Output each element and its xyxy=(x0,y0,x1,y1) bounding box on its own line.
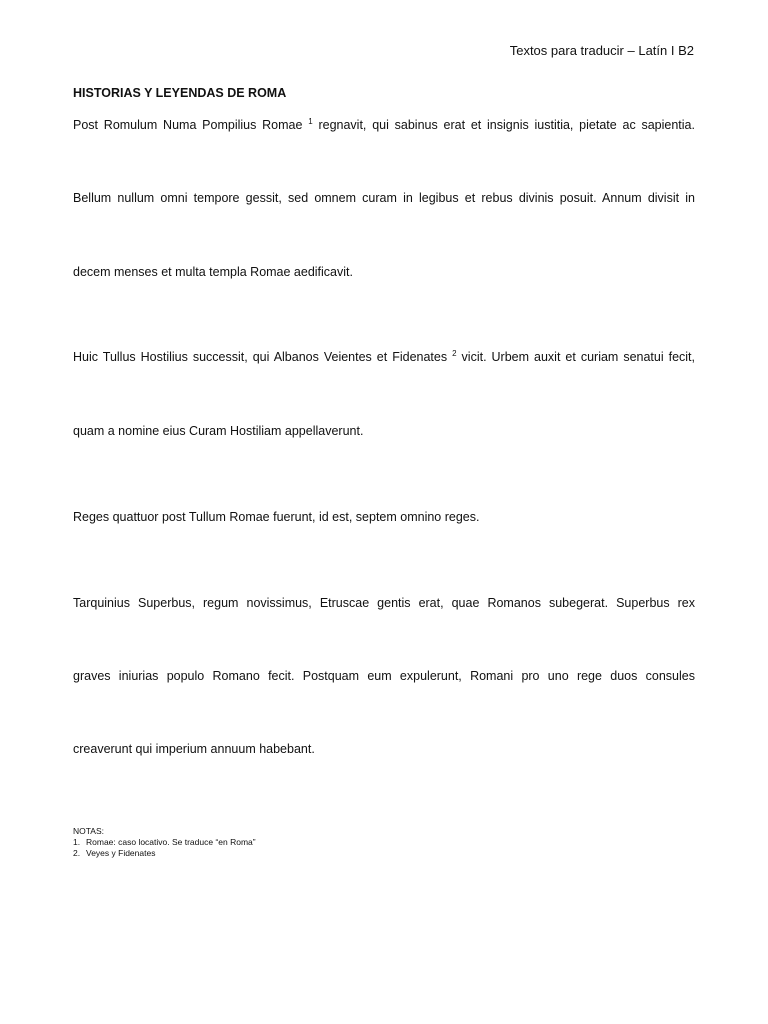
footnote-number: 2. xyxy=(73,848,81,858)
footnote-text: Veyes y Fidenates xyxy=(86,848,156,858)
text-line-8: graves iniurias populo Romano fecit. Postquam eum expulerunt, Romani pro uno rege duos consules xyxy=(73,669,695,683)
line-1-text-b: regnavit, qui sabinus erat et insignis iustitia, pietate ac sapientia. xyxy=(312,118,695,132)
page-header: Textos para traducir – Latín I B2 xyxy=(509,43,694,58)
footnotes xyxy=(73,826,256,859)
line-4-text-a: Huic Tullus Hostilius successit, qui Albanos Veientes et Fidenates xyxy=(73,350,448,364)
text-line-1 xyxy=(73,117,695,133)
notes-heading: NOTAS: xyxy=(73,826,105,836)
line-1-text-a: Post Romulum Numa Pompilius Romae xyxy=(73,118,303,132)
footnote-number: 1. xyxy=(73,837,81,847)
footnote-text: Romae: caso locativo. Se traduce “en Roma” xyxy=(86,837,256,847)
footnote-marker-2: 2 xyxy=(452,349,457,358)
text-line-5: quam a nomine eius Curam Hostiliam appellaverunt. xyxy=(73,424,364,438)
text-line-2: Bellum nullum omni tempore gessit, sed omnem curam in legibus et rebus divinis posuit. Annum divisit in xyxy=(73,191,695,205)
text-line-7: Tarquinius Superbus, regum novissimus, Etruscae gentis erat, quae Romanos subegerat. Superbus rex xyxy=(73,596,695,610)
footnote-item xyxy=(73,837,256,848)
text-line-9: creaverunt qui imperium annuum habebant. xyxy=(73,742,315,756)
text-line-3: decem menses et multa templa Romae aedificavit. xyxy=(73,265,353,279)
footnote-item xyxy=(73,848,256,859)
text-line-6: Reges quattuor post Tullum Romae fuerunt, id est, septem omnino reges. xyxy=(73,510,480,524)
document-title: HISTORIAS Y LEYENDAS DE ROMA xyxy=(73,86,287,100)
footnote-marker-1: 1 xyxy=(308,117,313,126)
line-4-text-b: vicit. Urbem auxit et curiam senatui fecit, xyxy=(456,350,696,364)
text-line-4 xyxy=(73,349,695,365)
